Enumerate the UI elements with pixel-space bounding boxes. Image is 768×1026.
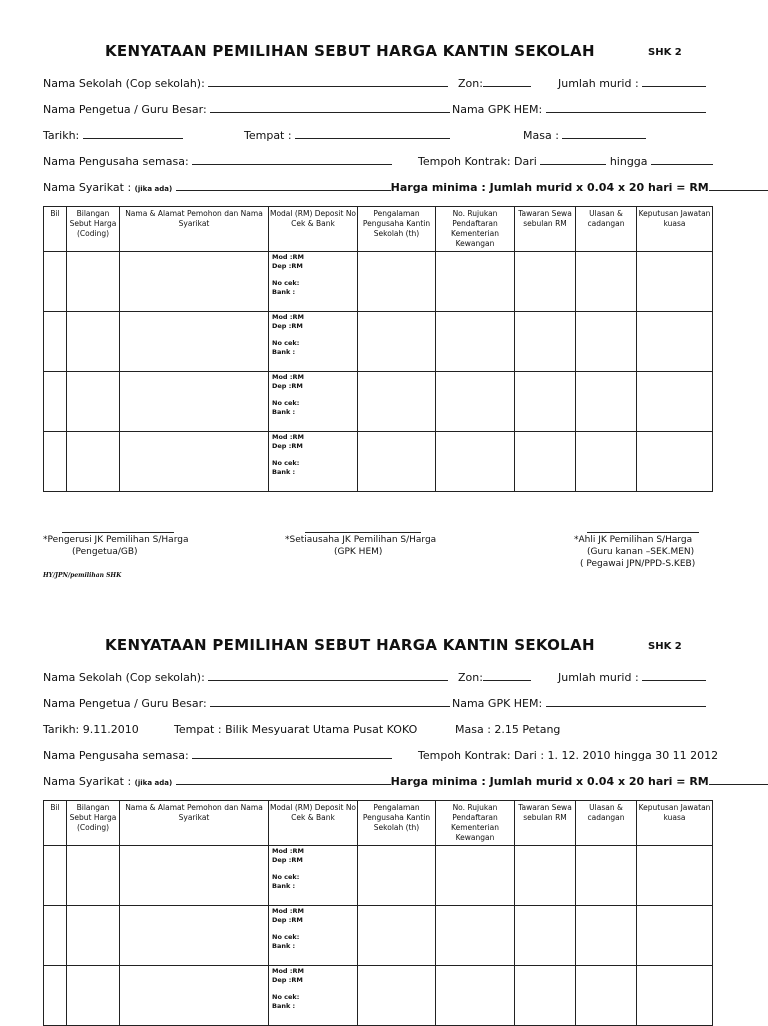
header-bilangan: Bilangan Sebut Harga (Coding) [67,801,120,846]
syarikat-field[interactable]: Nama Syarikat : (jika ada) Harga minima : Jumlah murid x 0.04 x 20 hari = RM [43,181,768,194]
tempat-field[interactable]: Tempat : Bilik Mesyuarat Utama Pusat KOKO [174,723,418,736]
header-rujukan: No. Rujukan Pendaftaran Kementerian Kewangan [436,207,515,252]
quotation-table [43,800,713,1026]
table-row [44,846,713,906]
signature-line-pengerusi[interactable] [62,532,174,533]
signature-line-setiausaha[interactable] [305,532,421,533]
header-keputusan: Keputusan Jawatan kuasa [637,207,713,252]
table-row [44,252,713,312]
zon-field[interactable]: Zon: [458,671,531,684]
masa-field[interactable]: Masa : [523,129,646,142]
deposit-cell[interactable]: Mod :RM Dep :RM No cek: Bank : [269,432,358,492]
header-nama: Nama & Alamat Pemohon dan Nama Syarikat [120,801,269,846]
jumlah-murid-field[interactable]: Jumlah murid : [558,671,706,684]
table-header-row [44,207,713,252]
pengusaha-field[interactable]: Nama Pengusaha semasa: [43,155,392,168]
form-title: KENYATAAN PEMILIHAN SEBUT HARGA KANTIN SEKOLAH [105,636,595,654]
header-pengalaman: Pengalaman Pengusaha Kantin Sekolah (th) [358,207,436,252]
table-row [44,966,713,1026]
nama-gpk-field[interactable]: Nama GPK HEM: [452,697,706,710]
header-tawaran: Tawaran Sewa sebulan RM [515,801,576,846]
form-code: SHK 2 [648,47,682,58]
form-title: KENYATAAN PEMILIHAN SEBUT HARGA KANTIN SEKOLAH [105,42,595,60]
nama-sekolah-field[interactable]: Nama Sekolah (Cop sekolah): [43,77,448,90]
header-modal: Modal (RM) Deposit No Cek & Bank [269,801,358,846]
signature-line-ahli[interactable] [587,532,699,533]
tempoh-kontrak-field[interactable]: Tempoh Kontrak: Dari : 1. 12. 2010 hingga 30 11 2012 [418,749,719,762]
table-row [44,372,713,432]
deposit-cell[interactable]: Mod :RM Dep :RM No cek: Bank : [269,906,358,966]
zon-field[interactable]: Zon: [458,77,531,90]
tarikh-field[interactable]: Tarikh: [43,129,183,142]
table-header-row [44,801,713,846]
nama-pengetua-field[interactable]: Nama Pengetua / Guru Besar: [43,697,450,710]
header-keputusan: Keputusan Jawatan kuasa [637,801,713,846]
signature-ahli: *Ahli JK Pemilihan S/Harga (Guru kanan –SEK.MEN) ( Pegawai JPN/PPD-S.KEB) [574,535,696,569]
header-bilangan: Bilangan Sebut Harga (Coding) [67,207,120,252]
table-row [44,312,713,372]
pengusaha-field[interactable]: Nama Pengusaha semasa: [43,749,392,762]
deposit-cell[interactable]: Mod :RM Dep :RM No cek: Bank : [269,966,358,1026]
deposit-cell[interactable]: Mod :RM Dep :RM No cek: Bank : [269,252,358,312]
syarikat-field[interactable]: Nama Syarikat : (jika ada) Harga minima : Jumlah murid x 0.04 x 20 hari = RM [43,775,768,788]
tempoh-kontrak-field[interactable]: Tempoh Kontrak: Dari hingga [418,155,713,168]
table-row [44,906,713,966]
table-row [44,432,713,492]
nama-pengetua-field[interactable]: Nama Pengetua / Guru Besar: [43,103,450,116]
header-modal: Modal (RM) Deposit No Cek & Bank [269,207,358,252]
header-pengalaman: Pengalaman Pengusaha Kantin Sekolah (th) [358,801,436,846]
header-ulasan: Ulasan & cadangan [576,207,637,252]
header-tawaran: Tawaran Sewa sebulan RM [515,207,576,252]
quotation-table [43,206,713,492]
header-bil: Bil [44,207,67,252]
deposit-cell[interactable]: Mod :RM Dep :RM No cek: Bank : [269,372,358,432]
deposit-cell[interactable]: Mod :RM Dep :RM No cek: Bank : [269,312,358,372]
tarikh-field[interactable]: Tarikh: 9.11.2010 [43,723,139,736]
masa-field[interactable]: Masa : 2.15 Petang [455,723,561,736]
nama-gpk-field[interactable]: Nama GPK HEM: [452,103,706,116]
form-code: SHK 2 [648,641,682,652]
footer-ref: HY/JPN/pemilihan SHK [43,572,122,579]
deposit-cell[interactable]: Mod :RM Dep :RM No cek: Bank : [269,846,358,906]
header-rujukan: No. Rujukan Pendaftaran Kementerian Kewangan [436,801,515,846]
nama-sekolah-field[interactable]: Nama Sekolah (Cop sekolah): [43,671,448,684]
tempat-field[interactable]: Tempat : [244,129,450,142]
signature-pengerusi: *Pengerusi JK Pemilihan S/Harga (Pengetua/GB) [43,535,189,557]
jumlah-murid-field[interactable]: Jumlah murid : [558,77,706,90]
header-bil: Bil [44,801,67,846]
header-ulasan: Ulasan & cadangan [576,801,637,846]
signature-setiausaha: *Setiausaha JK Pemilihan S/Harga (GPK HEM) [285,535,437,557]
header-nama: Nama & Alamat Pemohon dan Nama Syarikat [120,207,269,252]
